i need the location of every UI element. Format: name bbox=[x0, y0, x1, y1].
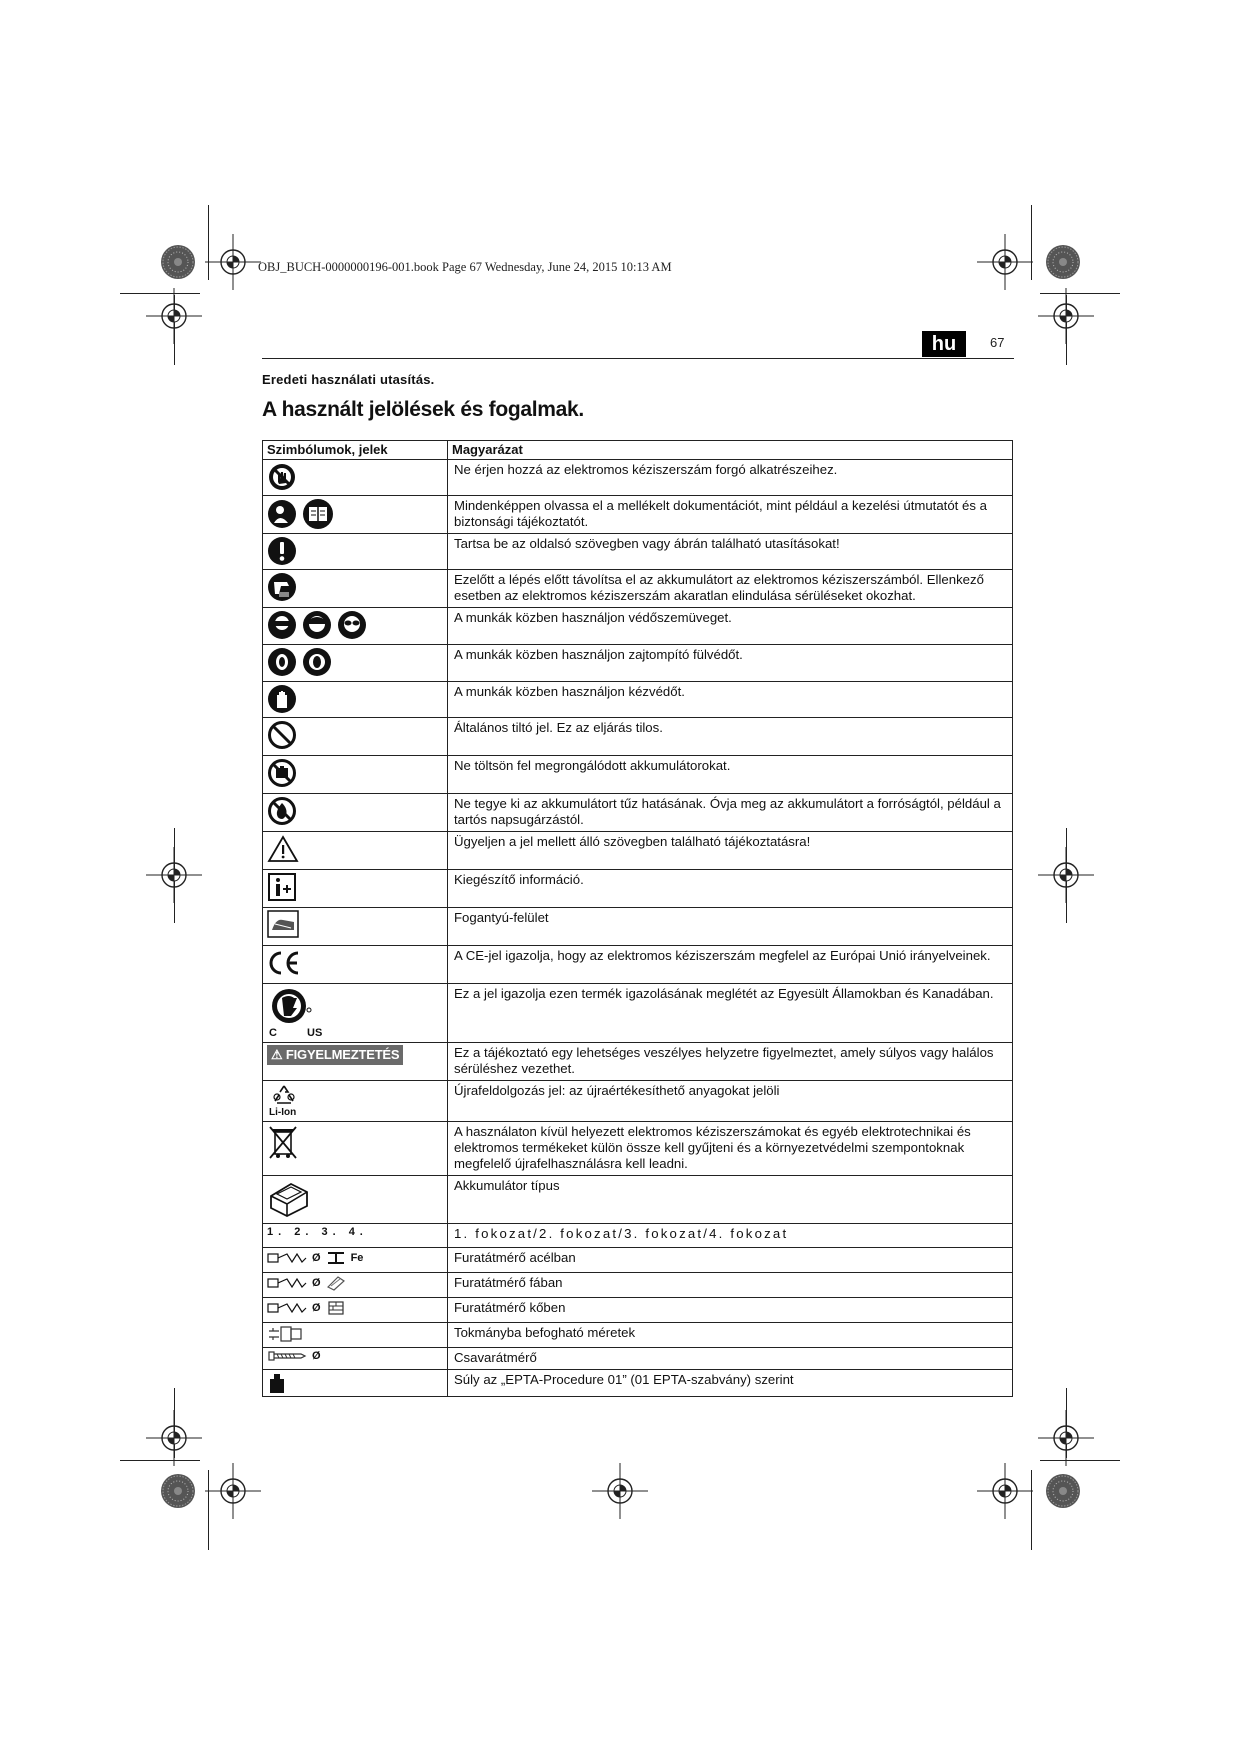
drill-wood-icon bbox=[267, 1275, 307, 1291]
exclamation-icon bbox=[267, 536, 297, 566]
ear-muff-icon bbox=[302, 647, 332, 677]
row-text: Kiegészítő információ. bbox=[448, 870, 1013, 908]
row-text: Furatátmérő acélban bbox=[448, 1248, 1013, 1273]
subtitle: Eredeti használati utasítás. bbox=[262, 372, 435, 387]
wood-icon bbox=[326, 1275, 346, 1291]
table-row bbox=[263, 496, 1013, 534]
table-row bbox=[263, 908, 1013, 946]
table-row bbox=[263, 534, 1013, 570]
row-text: Ez a jel igazolja ezen termék igazolásának meglétét az Egyesült Államokban és Kanadában. bbox=[448, 984, 1013, 1043]
table-row bbox=[263, 1248, 1013, 1273]
prohibition-icon bbox=[267, 720, 297, 750]
table-row bbox=[263, 1348, 1013, 1370]
table-row bbox=[263, 682, 1013, 718]
symbols-table bbox=[262, 440, 1013, 1397]
csa-us-label: US bbox=[307, 1027, 323, 1039]
warning-label-text: FIGYELMEZTETÉS bbox=[285, 1047, 400, 1062]
info-icon bbox=[267, 872, 297, 902]
table-row bbox=[263, 608, 1013, 645]
table-row bbox=[263, 1323, 1013, 1348]
table-row bbox=[263, 1122, 1013, 1176]
battery-type-icon bbox=[267, 1178, 311, 1218]
table-row bbox=[263, 1370, 1013, 1397]
table-row bbox=[263, 1081, 1013, 1122]
row-text: Tartsa be az oldalsó szövegben vagy ábrán található utasításokat! bbox=[448, 534, 1013, 570]
row-text: Ügyeljen a jel mellett álló szövegben található tájékoztatásra! bbox=[448, 832, 1013, 870]
no-fire-icon bbox=[267, 796, 297, 826]
table-row bbox=[263, 870, 1013, 908]
table-row bbox=[263, 794, 1013, 832]
diameter-label: Ø bbox=[312, 1350, 321, 1362]
table-row bbox=[263, 1224, 1013, 1248]
header-rule bbox=[262, 358, 1014, 359]
do-not-touch-icon bbox=[267, 462, 297, 492]
row-text: Ne töltsön fel megrongálódott akkumulátorokat. bbox=[448, 756, 1013, 794]
table-row bbox=[263, 984, 1013, 1043]
protective-goggles-icon bbox=[267, 610, 297, 640]
diameter-label: Ø bbox=[312, 1252, 321, 1264]
steel-beam-icon bbox=[326, 1250, 346, 1266]
manual-book-icon bbox=[302, 498, 334, 530]
table-row bbox=[263, 832, 1013, 870]
table-row bbox=[263, 1176, 1013, 1224]
table-row bbox=[263, 1273, 1013, 1298]
face-shield-icon bbox=[302, 610, 332, 640]
warning-label-icon bbox=[267, 1045, 403, 1065]
row-text: Mindenképpen olvassa el a mellékelt dokumentációt, mint például a kezelési útmutatót és a biztonsági tájékoztatót. bbox=[448, 496, 1013, 534]
safety-glasses-icon bbox=[337, 610, 367, 640]
screw-diameter-icon bbox=[267, 1350, 307, 1362]
remove-battery-icon bbox=[267, 572, 297, 602]
no-charging-damaged-battery-icon bbox=[267, 758, 297, 788]
row-text: Fogantyú-felület bbox=[448, 908, 1013, 946]
row-text: A munkák közben használjon védőszemüveget. bbox=[448, 608, 1013, 645]
fe-label: Fe bbox=[350, 1252, 364, 1264]
ce-mark-icon bbox=[267, 948, 301, 978]
row-text: A CE-jel igazolja, hogy az elektromos kéziszerszám megfelel az Európai Unió irányelveinek. bbox=[448, 946, 1013, 984]
diameter-label: Ø bbox=[312, 1302, 321, 1314]
language-tag: hu bbox=[922, 331, 966, 357]
grip-surface-icon bbox=[267, 910, 299, 938]
table-row bbox=[263, 570, 1013, 608]
drill-steel-icon bbox=[267, 1250, 307, 1266]
table-row bbox=[263, 1298, 1013, 1323]
csa-mark-icon bbox=[267, 986, 315, 1030]
row-text: Ne érjen hozzá az elektromos kéziszerszám forgó alkatrészeihez. bbox=[448, 460, 1013, 496]
read-documentation-icon bbox=[267, 499, 297, 529]
gear-steps-icon: 1. 2. 3. 4. bbox=[267, 1226, 368, 1238]
row-text: A használaton kívül helyezett elektromos kéziszerszámokat és egyéb elektrotechnikai és elektromos termékeket külön össze kell gyűjteni és a környezetvédelmi szempontoknak megfelelő újrafelhasználásra kell leadni. bbox=[448, 1122, 1013, 1176]
ear-protection-icon bbox=[267, 647, 297, 677]
row-text: Tokmányba befogható méretek bbox=[448, 1323, 1013, 1348]
row-text: 1. fokozat/2. fokozat/3. fokozat/4. fokozat bbox=[448, 1224, 1013, 1248]
recycling-li-ion-icon bbox=[269, 1083, 299, 1107]
print-header: OBJ_BUCH-0000000196-001.book Page 67 Wednesday, June 24, 2015 10:13 AM bbox=[258, 260, 672, 274]
warning-triangle-small-icon: ⚠ bbox=[271, 1047, 283, 1062]
table-row bbox=[263, 718, 1013, 756]
row-text: Furatátmérő fában bbox=[448, 1273, 1013, 1298]
row-text: Általános tiltó jel. Ez az eljárás tilos. bbox=[448, 718, 1013, 756]
diameter-label: Ø bbox=[312, 1277, 321, 1289]
row-text: A munkák közben használjon zajtompító fülvédőt. bbox=[448, 645, 1013, 682]
row-text: Ez a tájékoztató egy lehetséges veszélyes helyzetre figyelmeztet, amely súlyos vagy halálos sérüléshez vezethet. bbox=[448, 1043, 1013, 1081]
csa-c-label: C bbox=[269, 1027, 277, 1039]
page-number: 67 bbox=[990, 335, 1005, 350]
gloves-icon bbox=[267, 684, 297, 714]
row-text: A munkák közben használjon kézvédőt. bbox=[448, 682, 1013, 718]
table-header-row bbox=[263, 441, 1013, 460]
brick-icon bbox=[326, 1300, 346, 1316]
table-row bbox=[263, 460, 1013, 496]
row-text: Furatátmérő kőben bbox=[448, 1298, 1013, 1323]
table-row bbox=[263, 1043, 1013, 1081]
row-text: Ne tegye ki az akkumulátort tűz hatásának. Óvja meg az akkumulátort a forróságtól, például a tartós napsugárzástól. bbox=[448, 794, 1013, 832]
row-text: Súly az „EPTA-Procedure 01” (01 EPTA-szabvány) szerint bbox=[448, 1370, 1013, 1397]
table-row bbox=[263, 756, 1013, 794]
row-text: Ezelőtt a lépés előtt távolítsa el az akkumulátort az elektromos kéziszerszámból. Ellenkező esetben az elektromos kéziszerszám akaratlan elindulása sérüléseket okozhat. bbox=[448, 570, 1013, 608]
weight-icon bbox=[267, 1372, 287, 1394]
page-title: A használt jelölések és fogalmak. bbox=[262, 398, 584, 421]
row-text: Újrafeldolgozás jel: az újraértékesíthető anyagokat jelöli bbox=[448, 1081, 1013, 1122]
weee-bin-icon bbox=[267, 1124, 299, 1160]
warning-triangle-icon bbox=[267, 834, 299, 864]
drill-stone-icon bbox=[267, 1300, 307, 1316]
table-row bbox=[263, 645, 1013, 682]
column-header-symbols: Szimbólumok, jelek bbox=[263, 441, 448, 460]
chuck-size-icon bbox=[267, 1325, 307, 1343]
row-text: Akkumulátor típus bbox=[448, 1176, 1013, 1224]
row-text: Csavarátmérő bbox=[448, 1348, 1013, 1370]
li-ion-label: Li-Ion bbox=[269, 1107, 297, 1118]
table-row bbox=[263, 946, 1013, 984]
column-header-explanation: Magyarázat bbox=[448, 441, 1013, 460]
